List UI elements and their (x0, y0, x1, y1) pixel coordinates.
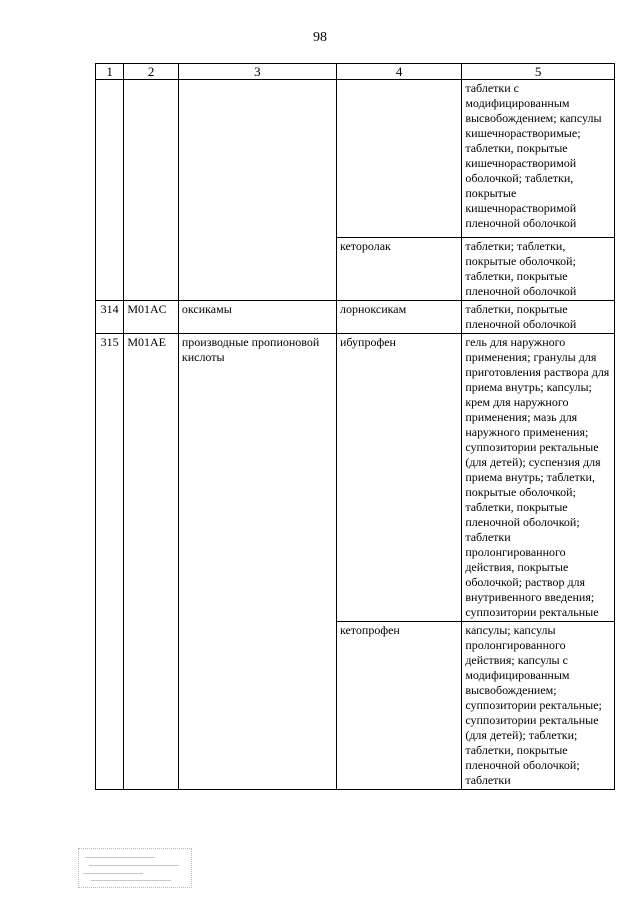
group-cell: оксикамы (178, 301, 336, 334)
drug-cell: ибупрофен (336, 334, 461, 622)
atc-code-cell: M01AC (124, 301, 179, 334)
drug-cell (336, 80, 461, 238)
table-row (96, 301, 615, 334)
table-header-row (96, 64, 615, 80)
drug-cell: кетопрофен (336, 622, 461, 790)
drug-cell: лорноксикам (336, 301, 461, 334)
medication-table (95, 63, 615, 790)
row-number-cell (96, 80, 124, 301)
group-cell (178, 80, 336, 301)
dosage-form-cell: таблетки с модифицированным высвобождением; капсулы кишечнорастворимые; таблетки, покрытые кишечнорастворимой оболочкой; таблетки, покрытые кишечнорастворимой пленочной оболочкой (462, 80, 615, 238)
header-cell: 5 (462, 64, 615, 80)
dosage-form-cell: капсулы; капсулы пролонгированного действия; капсулы с модифицированным высвобождением; суппозитории ректальные; суппозитории ректальные (для детей); таблетки; таблетки, покрытые пленочной оболочкой; таблетки (462, 622, 615, 790)
page-number: 98 (313, 30, 327, 45)
row-number-cell: 315 (96, 334, 124, 790)
header-cell: 3 (178, 64, 336, 80)
drug-cell: кеторолак (336, 238, 461, 301)
table-row (96, 80, 615, 238)
faded-stamp (78, 848, 192, 888)
atc-code-cell: M01AE (124, 334, 179, 790)
dosage-form-cell: гель для наружного применения; гранулы для приготовления раствора для приема внутрь; капсулы; крем для наружного применения; мазь для наружного применения; суппозитории ректальные (для детей); суспензия для приема внутрь; таблетки, покрытые оболочкой; таблетки, покрытые пленочной оболочкой; таблетки пролонгированного действия, покрытые оболочкой; раствор для внутривенного введения; суппозитории ректальные (462, 334, 615, 622)
row-number-cell: 314 (96, 301, 124, 334)
header-cell: 1 (96, 64, 124, 80)
dosage-form-cell: таблетки; таблетки, покрытые оболочкой; таблетки, покрытые пленочной оболочкой (462, 238, 615, 301)
table-row (96, 334, 615, 622)
dosage-form-cell: таблетки, покрытые пленочной оболочкой (462, 301, 615, 334)
header-cell: 2 (124, 64, 179, 80)
atc-code-cell (124, 80, 179, 301)
header-cell: 4 (336, 64, 461, 80)
group-cell: производные пропионовой кислоты (178, 334, 336, 790)
